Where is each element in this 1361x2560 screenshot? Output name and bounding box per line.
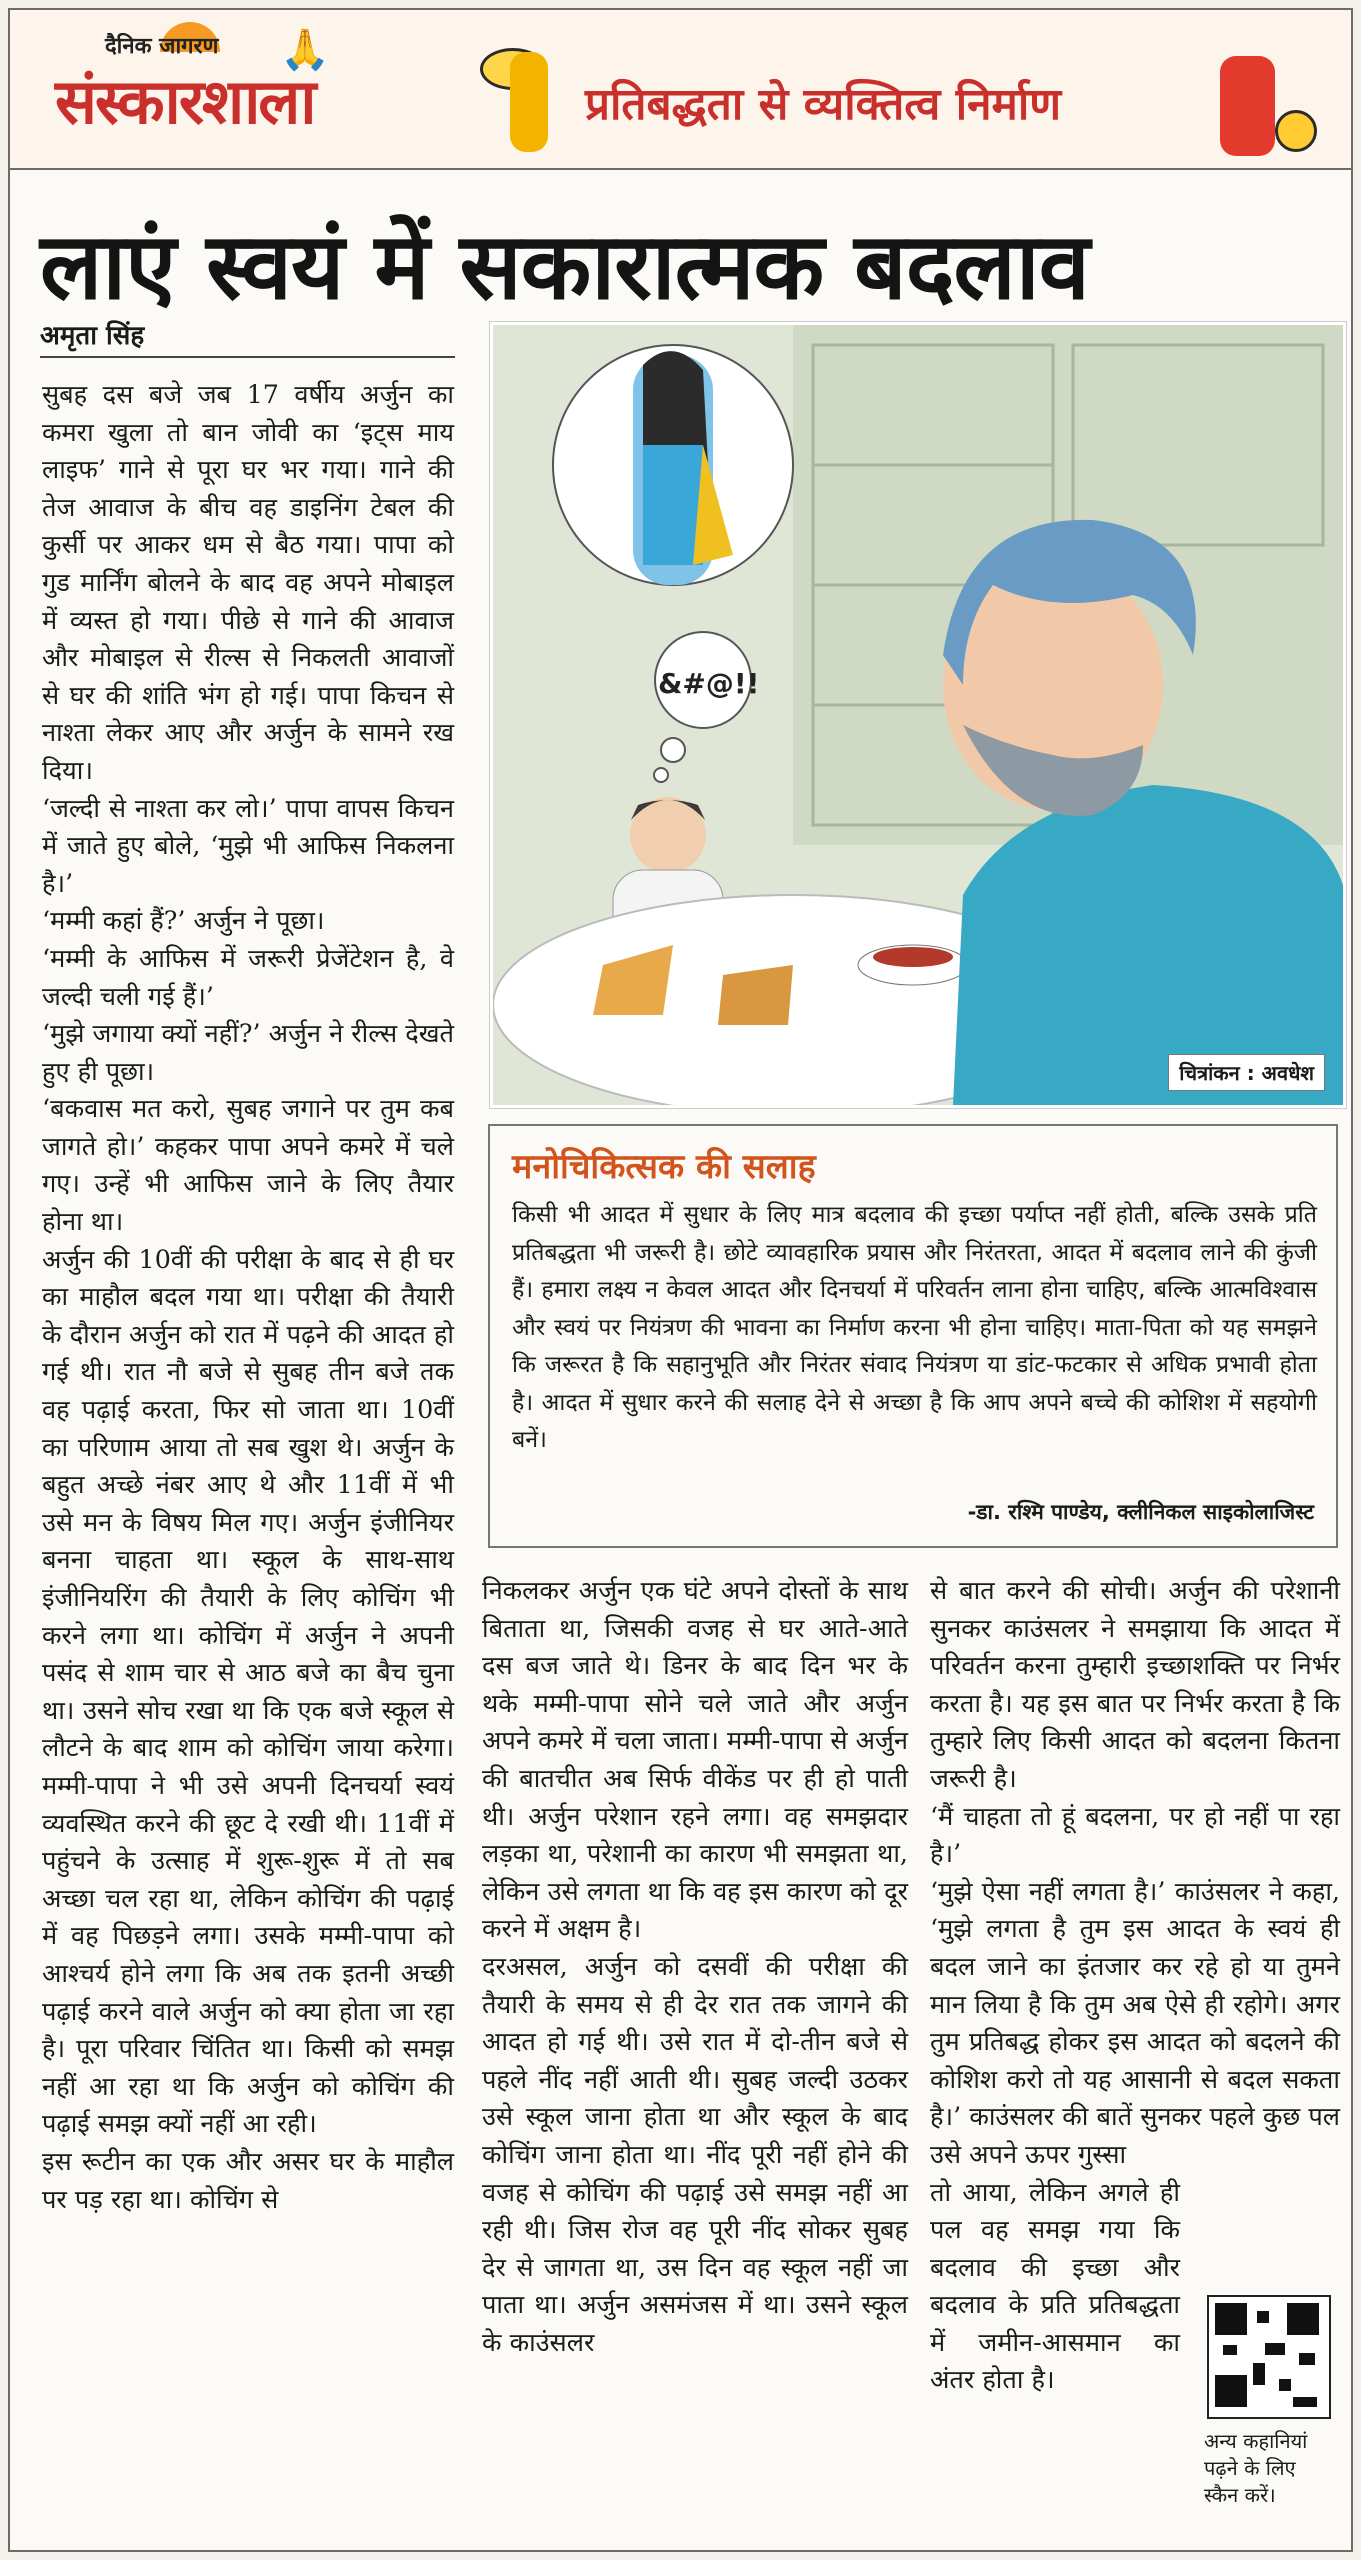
byline: अमृता सिंह — [40, 321, 145, 351]
red-mascot-icon — [1220, 56, 1275, 156]
folded-hands-icon: 🙏 — [280, 27, 330, 73]
byline-divider — [40, 356, 455, 358]
newspaper-page — [8, 8, 1353, 2552]
paragraph: सुबह दस बजे जब 17 वर्षीय अर्जुन का कमरा खुला तो बान जोवी का ‘इट्स माय लाइफ’ गाने से पूरा घर भर गया। गाने की तेज आवाज के बीच वह डाइनिंग टेबल की कुर्सी पर आकर धम से बैठ गया। पापा को गुड मार्निंग बोलने के बाद वह अपने मोबाइल में व्यस्त हो गया। पीछे से गाने की आवाज और मोबाइल से रील्स से निकलती आवाजों से घर की शांति भंग हो गई। पापा किचन से नाश्ता लेकर आए और अर्जुन के सामने रख दिया। — [42, 379, 454, 785]
qr-code[interactable] — [1207, 2295, 1331, 2419]
article-column-2 — [482, 1572, 908, 2361]
brand-main-text: संस्कारशाला — [55, 65, 315, 138]
paragraph: ‘मुझे जगाया क्यों नहीं?’ अर्जुन ने रील्स देखते हुए ही पूछा। — [42, 1018, 454, 1086]
speech-bubble-text: &#@!! — [658, 667, 760, 700]
paragraph: ‘बकवास मत करो, सुबह जगाने पर तुम कब जागते हो।’ कहकर पापा अपने कमरे में चले गए। उन्हें भी आफिस जाने के लिए तैयार होना था। — [42, 1093, 454, 1237]
article-column-3 — [930, 1572, 1340, 2399]
paragraph: इस रूटीन का एक और असर घर के माहौल पर पड़ रहा था। कोचिंग से — [42, 2145, 454, 2214]
advice-title: मनोचिकित्सक की सलाह — [512, 1147, 816, 1187]
article-headline: लाएं स्वयं में सकारात्मक बदलाव — [40, 213, 1089, 320]
paragraph: तो आया, लेकिन अगले ही पल वह समझ गया कि बदलाव की इच्छा और बदलाव के प्रति प्रतिबद्धता में जमीन-आसमान का अंतर होता है। — [930, 2176, 1180, 2395]
illustration-credit: चित्रांकन : अवधेश — [1168, 1054, 1325, 1091]
paragraph: निकलकर अर्जुन एक घंटे अपने दोस्तों के साथ बिताता था, जिसकी वजह से घर आते-आते दस बज जाते थे। डिनर के बाद दिन भर के थके मम्मी-पापा सोने चले जाते और अर्जुन अपने कमरे में चला जाता। मम्मी-पापा से अर्जुन की बातचीत अब सिर्फ वीकेंड पर ही हो पाती थी। अर्जुन परेशान रहने लगा। वह समझदार लड़का था, परेशानी का कारण भी समझता था, लेकिन उसे लगता था कि वह इस कारण को दूर करने में अक्षम है। — [482, 1575, 908, 1944]
advice-body: किसी भी आदत में सुधार के लिए मात्र बदलाव की इच्छा पर्याप्त नहीं होती, बल्कि उसके प्रति प्रतिबद्धता भी जरूरी है। छोटे व्यावहारिक प्रयास और निरंतरता, आदत में बदलाव लाने की कुंजी हैं। हमारा लक्ष्य न केवल आदत और दिनचर्या में परिवर्तन लाना होना चाहिए, बल्कि आत्मविश्वास और स्वयं पर नियंत्रण की भावना का निर्माण करना भी होना चाहिए। माता-पिता को यह समझने कि जरूरत है कि सहानुभूति और निरंतर संवाद नियंत्रण या डांट-फटकार से अधिक प्रभावी होता है। आदत में सुधार करने की सलाह देने से अच्छा है कि आप अपने बच्चे की कोशिश में सहयोगी बनें। — [512, 1201, 1317, 1453]
brand-top-text: दैनिक जागरण — [105, 34, 219, 59]
article-column-1 — [42, 376, 454, 2218]
paragraph: अर्जुन की 10वीं की परीक्षा के बाद से ही घर का माहौल बदल गया था। परीक्षा की तैयारी के दौरान अर्जुन को रात में पढ़ने की आदत हो गई थी। रात नौ बजे से सुबह तीन बजे तक वह पढ़ाई करता, फिर सो जाता था। 10वीं का परिणाम आया तो सब खुश थे। अर्जुन के बहुत अच्छे नंबर आए थे और 11वीं में भी उसे मन के विषय मिल गए। अर्जुन इंजीनियर बनना चाहता था। स्कूल के साथ-साथ इंजीनियरिंग की तैयारी के लिए कोचिंग भी करने लगा था। कोचिंग में अर्जुन ने अपनी पसंद से शाम चार से आठ बजे का बैच चुना था। उसने सोच रखा था कि एक बजे स्कूल से लौटने के बाद शाम को कोचिंग जाया करेगा। मम्मी-पापा ने भी उसे अपनी दिनचर्या स्वयं व्यवस्थित करने की छूट दे रखी थी। 11वीं में पहुंचने के उत्साह में शुरू-शुरू में तो सब अच्छा चल रहा था, लेकिन कोचिंग की पढ़ाई में वह पिछड़ने लगा। उसके मम्मी-पापा को आश्चर्य होने लगा कि अब तक इतनी अच्छी पढ़ाई करने वाले अर्जुन को क्या होता जा रहा है। पूरा परिवार चिंतित था। किसी को समझ नहीं आ रहा था कि अर्जुन को कोचिंग की पढ़ाई समझ क्यों नहीं आ रही। — [42, 1243, 454, 2139]
advice-signature: -डा. रश्मि पाण्डेय, क्लीनिकल साइकोलाजिस्ट — [967, 1500, 1314, 1524]
paragraph: से बात करने की सोची। अर्जुन की परेशानी सुनकर काउंसलर ने समझाया कि आदत में परिवर्तन करना तुम्हारी इच्छाशक्ति पर निर्भर करता है। यह इस बात पर निर्भर करता है कि तुम्हारे लिए किसी आदत को बदलना कितना जरूरी है। — [930, 1575, 1340, 1793]
paragraph: ‘मम्मी कहां हैं?’ अर्जुन ने पूछा। — [42, 905, 325, 936]
small-mascot-icon — [1275, 110, 1317, 152]
advice-box — [488, 1124, 1338, 1548]
tagline: प्रतिबद्धता से व्यक्तित्व निर्माण — [585, 79, 1062, 130]
paragraph: दरअसल, अर्जुन को दसवीं की परीक्षा की तैयारी के समय से ही देर रात तक जागने की आदत हो गई थी। उसे रात में दो-तीन बजे से पहले नींद नहीं आती थी। सुबह जल्दी उठकर उसे स्कूल जाना होता था और स्कूल के बाद कोचिंग जाना होता था। नींद पूरी नहीं होने की वजह से कोचिंग की पढ़ाई उसे समझ नहीं आ रही थी। जिस रोज वह पूरी नींद सोकर सुबह देर से जागता था, उस दिन वह स्कूल नहीं जा पाता था। अर्जुन असमंजस में था। उसने स्कूल के काउंसलर — [482, 1950, 908, 2357]
paragraph: ‘मम्मी के आफिस में जरूरी प्रेजेंटेशन है, वे जल्दी चली गई हैं।’ — [42, 942, 454, 1011]
yellow-mascot-icon — [510, 52, 548, 152]
header-banner — [10, 10, 1351, 170]
paragraph: ‘जल्दी से नाश्ता कर लो।’ पापा वापस किचन में जाते हुए बोले, ‘मुझे भी आफिस निकलना है।’ — [42, 792, 454, 898]
illustration-drawing — [493, 325, 1343, 1105]
qr-caption: अन्य कहानियां पढ़ने के लिए स्कैन करें। — [1204, 2429, 1308, 2507]
paragraph: ‘मुझे ऐसा नहीं लगता है।’ काउंसलर ने कहा, ‘मुझे लगता है तुम इस आदत के स्वयं ही बदल जाने का इंतजार कर रहे हो या तुमने मान लिया है कि तुम अब ऐसे ही रहोगे। अगर तुम प्रतिबद्ध होकर इस आदत को बदलने की कोशिश करो तो यह आसानी से बदल सकता है।’ काउंसलर की बातें सुनकर पहले कुछ पल उसे अपने ऊपर गुस्सा — [930, 1875, 1340, 2169]
paragraph: ‘मैं चाहता तो हूं बदलना, पर हो नहीं पा रहा है।’ — [930, 1800, 1340, 1869]
illustration — [490, 322, 1346, 1108]
